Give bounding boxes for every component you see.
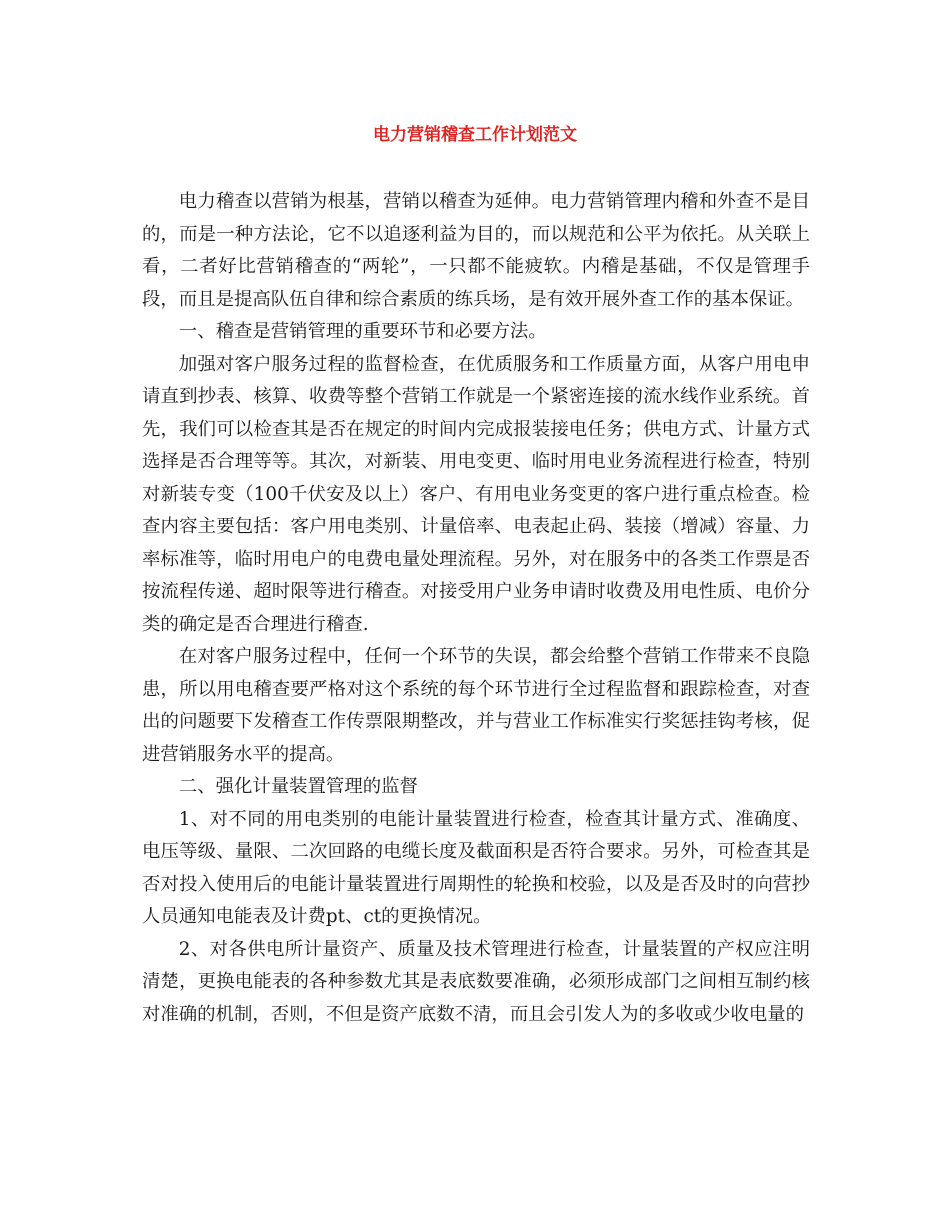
paragraph-metering-check: 1、对不同的用电类别的电能计量装置进行检查，检查其计量方式、准确度、电压等级、量限、二次回路的电缆长度及截面积是否符合要求。另外，可检查其是否对投入使用后的电能计量装置进行周期性的轮换和校验，以及是否及时的向营抄人员通知电能表及计费pt、ct的更换情况。: [142, 808, 810, 927]
section-heading-1: 一、稽查是营销管理的重要环节和必要方法。: [178, 321, 547, 342]
paragraph-process-audit: 在对客户服务过程中，任何一个环节的失误，都会给整个营销工作带来不良隐患，所以用电稽查要严格对这个系统的每个环节进行全过程监督和跟踪检查，对查出的问题要下发稽查工作传票限期整改，并与营业工作标准实行奖惩挂钩考核，促进营销服务水平的提高。: [142, 646, 810, 765]
paragraph-service-supervision: 加强对客户服务过程的监督检查，在优质服务和工作质量方面，从客户用电申请直到抄表、核算、收费等整个营销工作就是一个紧密连接的流水线作业系统。首先，我们可以检查其是否在规定的时间内完成报装接电任务；供电方式、计量方式选择是否合理等等。其次，对新装、用电变更、临时用电业务流程进行检查，特别对新装专变（100千伏安及以上）客户、有用电业务变更的客户进行重点检查。检查内容主要包括：客户用电类别、计量倍率、电表起止码、装接（增减）容量、力率标准等，临时用电户的电费电量处理流程。另外，对在服务中的各类工作票是否按流程传递、超时限等进行稽查。对接受用户业务申请时收费及用电性质、电价分类的确定是否合理进行稽查.: [142, 353, 810, 635]
document-title: 电力营销稽查工作计划范文: [373, 125, 577, 145]
paragraph-intro: 电力稽查以营销为根基，营销以稽查为延伸。电力营销管理内稽和外查不是目的，而是一种方法论，它不以追逐利益为目的，而以规范和公平为依托。从关联上看，二者好比营销稽查的“两轮”，一只都不能疲软。内稽是基础，不仅是管理手段，而且是提高队伍自律和综合素质的练兵场，是有效开展外查工作的基本保证。: [142, 191, 810, 310]
document-body: [142, 186, 810, 1031]
section-heading-2: 二、强化计量装置管理的监督: [178, 776, 418, 797]
paragraph-asset-management: 2、对各供电所计量资产、质量及技术管理进行检查，计量装置的产权应注明清楚，更换电能表的各种参数尤其是表底数要准确，必须形成部门之间相互制约核对准确的机制，否则，不但是资产底数不清，而且会引发人为的多收或少收电量的: [142, 938, 810, 1025]
